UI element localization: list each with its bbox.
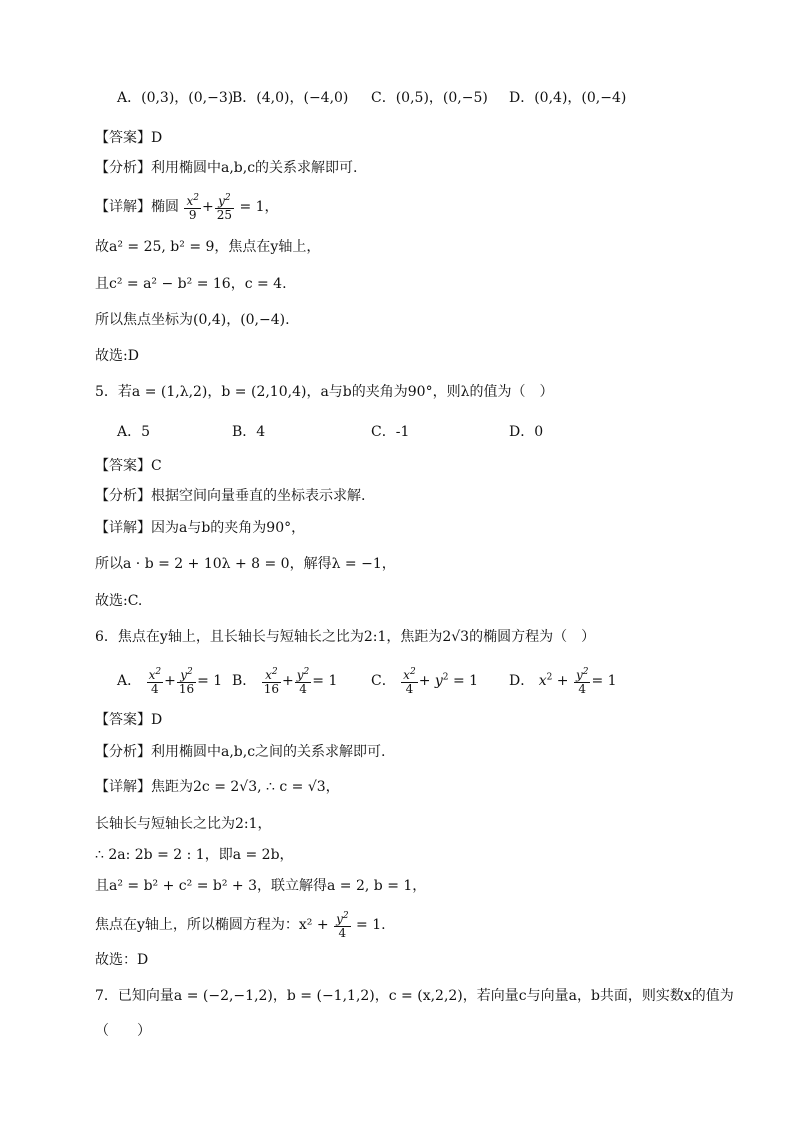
q6-stem: 6．焦点在y轴上，且长轴长与短轴长之比为2:1，焦距为2√3的椭圆方程为（ ）: [95, 629, 596, 645]
q6-choice: 故选：D: [95, 952, 149, 968]
fraction-y2-25: $\frac{y^2}{25}$: [216, 193, 232, 222]
q6-option-d-label: D．: [509, 673, 535, 689]
q4-option-b: B．(4,0)，(−4,0): [232, 90, 349, 106]
q5-stem: 5．若a = (1,λ,2)，b = (2,10,4)，a与b的夹角为90°，则λ的值为（ ）: [95, 384, 554, 400]
q4-answer: 【答案】D: [95, 130, 163, 146]
q5-answer: 【答案】C: [95, 458, 162, 474]
fraction-y2-4: $\frac{y^2}{4}$: [575, 667, 589, 696]
q5-detail: 【详解】因为a与b的夹角为90°，: [95, 520, 306, 536]
q4-detail: 【详解】椭圆 $\frac{x^2}{9}$ + $\frac{y^2}{25}$ = 1，: [95, 193, 279, 222]
q4-detail-tail: = 1，: [239, 199, 279, 215]
q6-option-c: C． $\frac{x^2}{4}$ + $y^2 = 1$: [371, 667, 479, 696]
q5-option-a: A．5: [117, 424, 151, 440]
q4-option-a: A．(0,3)，(0,−3): [117, 90, 234, 106]
q4-option-d: D．(0,4)，(0,−4): [509, 90, 627, 106]
q6-line4-prefix: 焦点在y轴上，所以椭圆方程为：x² +: [95, 917, 329, 933]
q5-choice: 故选:C.: [95, 593, 143, 609]
q4-detail-label: 【详解】椭圆: [95, 199, 179, 215]
q7-paren: （ ）: [95, 1023, 151, 1039]
q6-option-b: B． $\frac{x^2}{16}$ + $\frac{y^2}{4}$ = 1: [232, 667, 338, 696]
q6-option-c-label: C．: [371, 673, 396, 689]
q5-option-c: C．-1: [371, 424, 410, 440]
q5-option-b: B．4: [232, 424, 266, 440]
q4-line1: 故a² = 25, b² = 9，焦点在y轴上，: [95, 239, 321, 255]
fraction-y2-4: $\frac{y^2}{4}$: [296, 667, 310, 696]
fraction-y2-4: $\frac{y^2}{4}$: [336, 911, 349, 940]
q6-line4: [95, 910, 386, 940]
q6-option-a-label: A．: [117, 673, 142, 689]
q5-line1: 所以a · b = 2 + 10λ + 8 = 0，解得λ = −1，: [95, 556, 396, 572]
q5-option-d: D．0: [509, 424, 544, 440]
q6-option-b-label: B．: [232, 673, 257, 689]
fraction-x2-16: $\frac{x^2}{16}$: [263, 667, 280, 696]
q4-line2: 且c² = a² − b² = 16，c = 4.: [95, 276, 287, 292]
fraction-x2-9: $\frac{x^2}{9}$: [186, 193, 199, 222]
q6-answer: 【答案】D: [95, 712, 163, 728]
q6-line3: 且a² = b² + c² = b² + 3，联立解得a = 2, b = 1，: [95, 878, 427, 894]
q4-option-c: C．(0,5)，(0,−5): [371, 90, 488, 106]
q6-line1: 长轴长与短轴长之比为2:1，: [95, 816, 272, 832]
q6-option-d: D． $x^2$ + $\frac{y^2}{4}$ = 1: [509, 667, 617, 696]
fraction-y2-16: $\frac{y^2}{16}$: [178, 667, 195, 696]
q5-analysis: 【分析】根据空间向量垂直的坐标表示求解.: [95, 488, 366, 504]
q4-choice: 故选:D: [95, 348, 139, 364]
q4-line3: 所以焦点坐标为(0,4)，(0,−4).: [95, 312, 290, 328]
fraction-x2-4: $\frac{x^2}{4}$: [148, 667, 162, 696]
q6-line2: ∴ 2a: 2b = 2 : 1，即a = 2b，: [95, 847, 294, 863]
q6-line4-suffix: = 1.: [356, 917, 386, 933]
q7-stem: 7．已知向量a = (−2,−1,2)，b = (−1,1,2)，c = (x,2,2)，若向量c与向量a，b共面，则实数x的值为: [95, 988, 734, 1004]
q6-detail: 【详解】焦距为2c = 2√3, ∴ c = √3，: [95, 779, 340, 795]
q6-analysis: 【分析】利用椭圆中a,b,c之间的关系求解即可.: [95, 744, 386, 760]
q6-option-a: A． $\frac{x^2}{4}$ + $\frac{y^2}{16}$ = 1: [117, 667, 223, 696]
q4-analysis: 【分析】利用椭圆中a,b,c的关系求解即可.: [95, 160, 358, 176]
fraction-x2-4: $\frac{x^2}{4}$: [403, 667, 416, 696]
